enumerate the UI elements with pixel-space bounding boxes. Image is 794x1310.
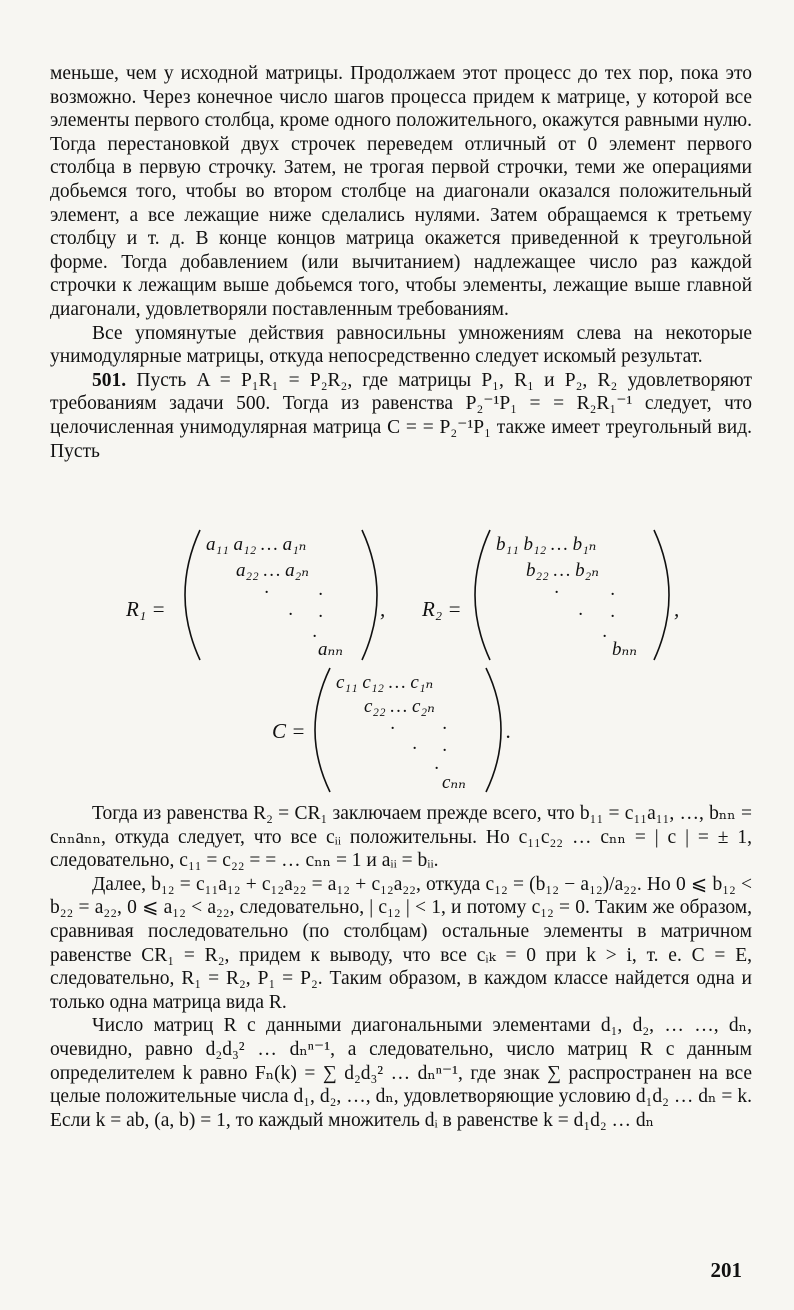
matrix-r1-row-2: a₂₂ … a₂ₙ — [236, 560, 309, 581]
matrix-r2-row-1: b₁₁ b₁₂ … b₁ₙ — [496, 534, 597, 555]
matrix-r2-label: R₂ = — [422, 597, 462, 621]
matrix-r2-dot: · — [578, 604, 583, 625]
matrix-c-row-2: c₂₂ … c₂ₙ — [364, 696, 435, 717]
matrix-r1-dot: · — [264, 582, 269, 603]
matrix-r1-row-1: a₁₁ a₁₂ … a₁ₙ — [206, 534, 307, 555]
matrix-r2-last: bₙₙ — [612, 639, 637, 660]
matrix-r1-last: aₙₙ — [318, 639, 343, 660]
matrix-r2-right-bracket — [654, 530, 669, 660]
matrix-c-label: C = — [272, 719, 306, 743]
matrix-c-dot: · — [390, 718, 395, 739]
problem-501-text: Пусть A = P₁R₁ = P₂R₂, где матрицы P₁, R₁ и P₂, R₂ удовлетворяют требованиям задачи 500. Тогда из равенства P₂⁻¹P₁ = = R₂R₁⁻¹ следует, что целочисленная унимодулярная матрица C = = P₂⁻¹P₁ также имеет треугольный вид. Пусть — [50, 369, 753, 462]
paragraph-continuation: меньше, чем у исходной матрицы. Продолжаем этот процесс до тех пор, пока это возможно. Через конечное число шагов процесса придем к матрице, у которой все элементы первого столбца, кроме одного положительного, окажутся равными нулю. Тогда перестановкой двух строчек переведем отличный от 0 элемент первого столбца в первую строчку. Затем, не трогая первой строчки, теми же операциями добьемся того, чтобы во втором столбце на диагонали оказался положительный элемент, а все лежащие ниже сделались нулями. Затем обращаемся к третьему столбцу и т. д. В конце концов матрица окажется приведенной к треугольной форме. Тогда добавлением (или вычитанием) надлежащее число раз каждой строчки к лежащим выше добьемся того, чтобы элементы, лежащие выше главной диагонали, удовлетворяли поставленным требованиям. — [50, 63, 752, 320]
matrix-c-period: . — [506, 719, 512, 743]
problem-number: 501. — [92, 369, 127, 391]
matrix-r2-comma: , — [674, 597, 680, 621]
text-block-bottom — [50, 802, 752, 1132]
matrix-c-last: cₙₙ — [442, 772, 466, 793]
matrix-r1-dot: · — [288, 604, 293, 625]
matrix-r1-right-bracket — [362, 530, 377, 660]
matrix-c-left-bracket — [315, 668, 330, 792]
matrix-r2-row-2: b₂₂ … b₂ₙ — [526, 560, 599, 581]
matrix-r2-dot: · — [554, 582, 559, 603]
matrix-r1-dot: · — [312, 626, 317, 647]
paragraph-remark: Все упомянутые действия равносильны умножениям слева на некоторые унимодулярные матрицы, откуда непосредственно следует искомый результат. — [50, 322, 752, 368]
matrix-c-right-bracket — [486, 668, 501, 792]
matrix-r2-dot: · — [602, 626, 607, 647]
paragraph-diagonal: Тогда из равенства R₂ = CR₁ заключаем прежде всего, что b₁₁ = c₁₁a₁₁, …, bₙₙ = cₙₙaₙₙ, откуда следует, что все cᵢᵢ положительны. Но c₁₁c₂₂ … cₙₙ = | c | = ± 1, следовательно, c₁₁ = c₂₂ = = … cₙₙ = 1 и aᵢᵢ = bᵢᵢ. — [50, 803, 752, 872]
matrix-r1-left-bracket — [185, 530, 200, 660]
page-number: 201 — [710, 1258, 742, 1282]
matrix-r1-dot: · — [318, 606, 323, 627]
paragraph-count: Число матриц R с данными диагональными элементами d₁, d₂, … …, dₙ, очевидно, равно d₂d₃² … dₙⁿ⁻¹, а следовательно, число матриц R с данным определителем k равно Fₙ(k) = ∑ d₂d₃² … dₙⁿ⁻¹, где знак ∑ распространен на все целые положительные числа d₁, d₂, …, dₙ, удовлетворяющие условию d₁d₂ … dₙ = k. Если k = ab, (a, b) = 1, то каждый множитель dᵢ в равенстве k = d₁d₂ … dₙ — [50, 1015, 752, 1131]
matrix-r1-comma: , — [380, 597, 386, 621]
matrix-r1-dot: · — [318, 584, 323, 605]
matrix-r1-label: R₁ = — [126, 597, 166, 621]
matrix-r2-dot: · — [610, 606, 615, 627]
matrix-r2-left-bracket — [475, 530, 490, 660]
matrix-c-dot: · — [434, 758, 439, 779]
matrix-definitions — [50, 520, 752, 800]
matrix-r2-dot: · — [610, 584, 615, 605]
text-block-top — [50, 62, 752, 463]
paragraph-further: Далее, b₁₂ = c₁₁a₁₂ + c₁₂a₂₂ = a₁₂ + c₁₂a₂₂, откуда c₁₂ = (b₁₂ − a₁₂)/a₂₂. Но 0 ⩽ b₁₂ < b₂₂ = a₂₂, 0 ⩽ a₁₂ < a₂₂, следовательно, | c₁₂ | < 1, и потому c₁₂ = 0. Таким же образом, сравнивая последовательно (по столбцам) остальные элементы в матричном равенстве CR₁ = R₂, придем к выводу, что все cᵢₖ = 0 при k > i, т. е. C = E, следовательно, R₁ = R₂, P₁ = P₂. Таким образом, в каждом классе найдется одна и только одна матрица вида R. — [50, 873, 752, 1013]
paragraph-problem-501 — [50, 369, 752, 463]
matrix-c-row-1: c₁₁ c₁₂ … c₁ₙ — [336, 672, 434, 693]
matrix-c-dot: · — [442, 740, 447, 761]
matrix-c-dot: · — [412, 738, 417, 759]
matrix-c-dot: · — [442, 718, 447, 739]
